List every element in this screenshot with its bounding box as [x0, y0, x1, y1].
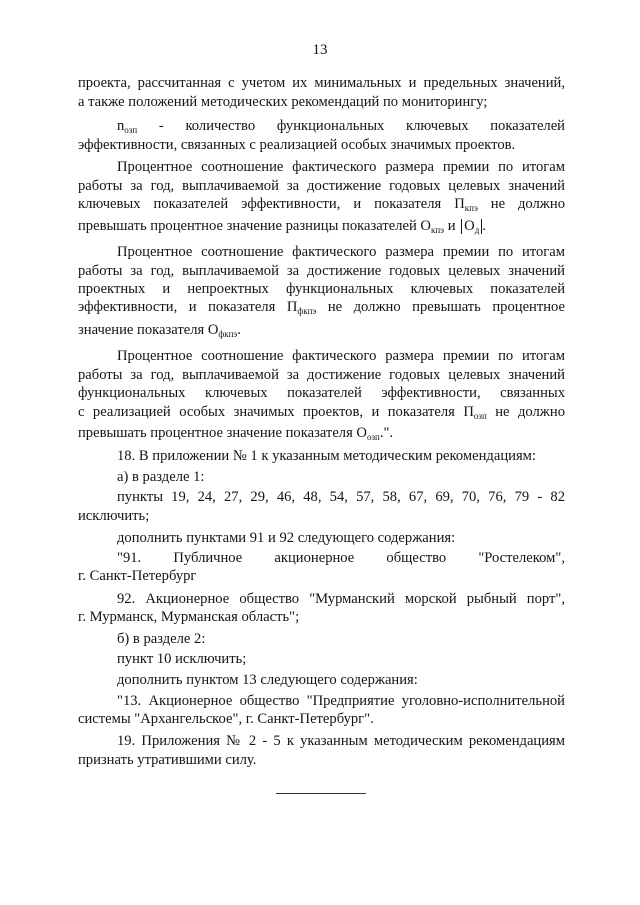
text-line: б) в разделе 2:: [117, 631, 206, 647]
text-line: г. Санкт-Петербург: [78, 568, 197, 584]
text-line: Процентное соотношение фактического размера премии по итогам: [117, 348, 565, 364]
text-line: Процентное соотношение фактического размера премии по итогам: [117, 244, 565, 260]
text-line: дополнить пунктами 91 и 92 следующего содержания:: [117, 530, 456, 546]
text-line: превышать процентное значение показателя $О_{озп}$.".: [78, 425, 394, 442]
text-line: 92. Акционерное общество "Мурманский морской рыбный порт",: [117, 591, 565, 607]
text-line: пункт 10 исключить;: [117, 651, 247, 667]
text-line: г. Мурманск, Мурманская область";: [78, 609, 300, 625]
text-line: функциональных ключевых показателей эффективности, связанных: [78, 385, 565, 401]
text-line: эффективности, связанных с реализацией особых значимых проектов.: [78, 137, 516, 153]
text-line: признать утратившими силу.: [78, 752, 257, 768]
text-line: системы "Архангельское", г. Санкт-Петербург".: [78, 711, 374, 727]
text-line: ключевых показателей эффективности, и показателя $П_{кпэ}$ не должно: [78, 196, 565, 213]
text-line: дополнить пунктом 13 следующего содержания:: [117, 672, 418, 688]
closing-rule: [276, 793, 366, 794]
text-line: проектных и непроектных функциональных ключевых показателей: [78, 281, 565, 297]
text-line: а также положений методических рекомендаций по мониторингу;: [78, 94, 488, 110]
text-line: "13. Акционерное общество "Предприятие уголовно-исполнительной: [117, 693, 565, 709]
text-line: "91. Публичное акционерное общество "Ростелеком",: [117, 550, 565, 566]
text-line: значение показателя $О_{фкпэ}$.: [78, 322, 241, 339]
page-number: 13: [312, 42, 328, 58]
text-line: 18. В приложении № 1 к указанным методическим рекомендациям:: [117, 448, 536, 464]
text-line: исключить;: [78, 508, 150, 524]
text-line: 19. Приложения № 2 - 5 к указанным методическим рекомендациям: [117, 733, 565, 749]
text-line: $n_{озп}$ - количество функциональных ключевых показателей: [117, 118, 565, 135]
text-line: а) в разделе 1:: [117, 469, 205, 485]
text-line: проекта, рассчитанная с учетом их минимальных и предельных значений,: [78, 75, 565, 91]
text-line: Процентное соотношение фактического размера премии по итогам: [117, 159, 565, 175]
text-line: с реализацией особых значимых проектов, и показателя $П_{озп}$ не должно: [78, 404, 565, 421]
absolute-value-bars: $О_д$: [461, 219, 482, 234]
text-line: работы за год, выплачиваемой за достижение годовых целевых значений: [78, 263, 565, 279]
text-line: работы за год, выплачиваемой за достижение годовых целевых значений: [78, 367, 565, 383]
text-line: работы за год, выплачиваемой за достижение годовых целевых значений: [78, 178, 565, 194]
text-line: пункты 19, 24, 27, 29, 46, 48, 54, 57, 58, 67, 69, 70, 76, 79 - 82: [117, 489, 565, 505]
text-line: превышать процентное значение разницы показателей $О_{кпэ}$ и $О_д$ .: [78, 218, 486, 235]
text-line: эффективности, и показателя $П_{фкпэ}$ не должно превышать процентное: [78, 299, 565, 316]
